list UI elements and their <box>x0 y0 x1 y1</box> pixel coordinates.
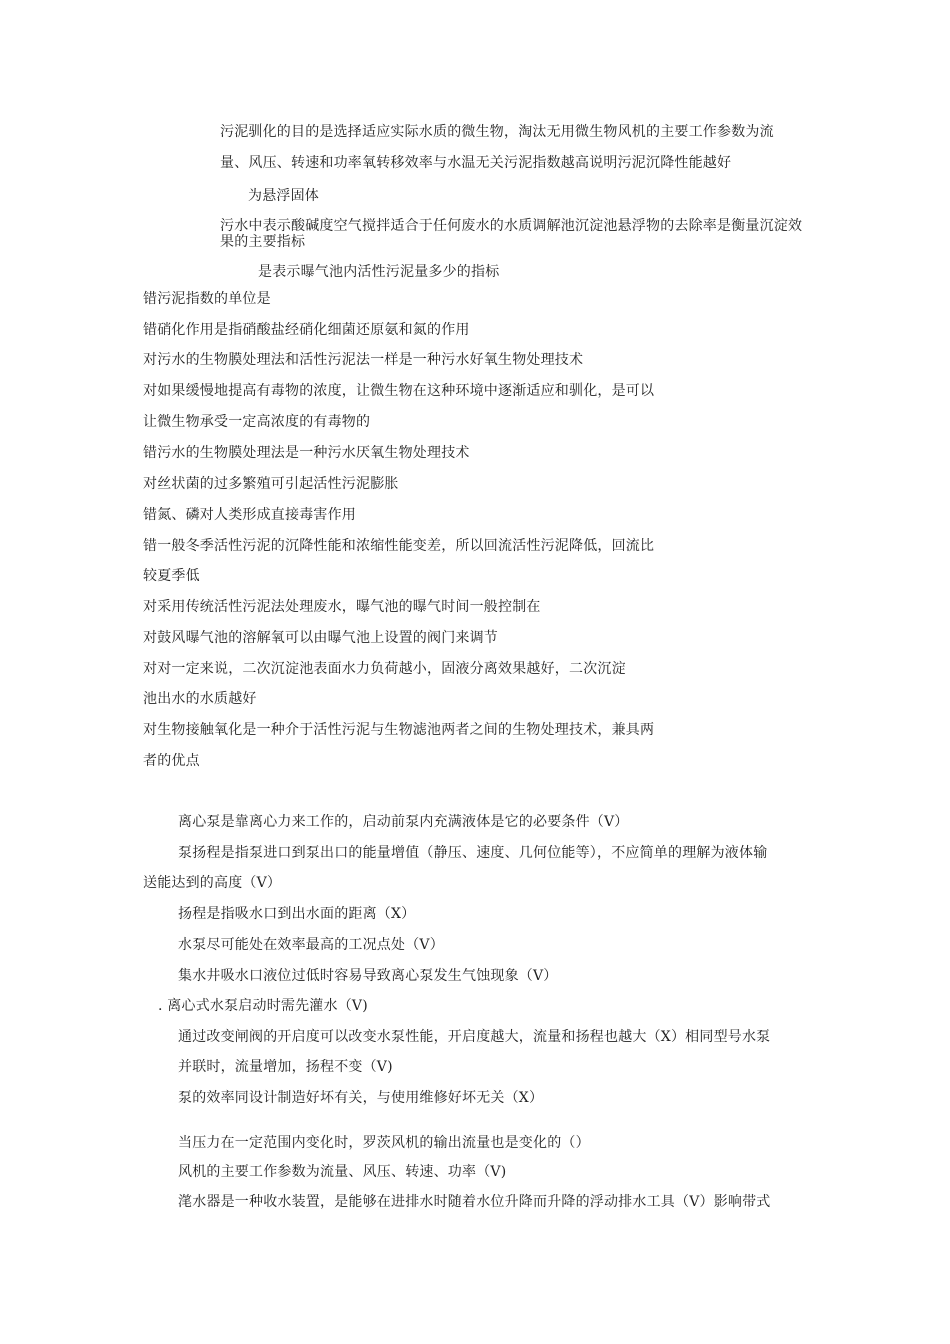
text-line: 池出水的水质越好 <box>143 691 257 707</box>
text-line: 对生物接触氧化是一种介于活性污泥与生物滤池两者之间的生物处理技术，兼具两 <box>143 722 655 738</box>
text-line: 扬程是指吸水口到出水面的距离（X） <box>178 906 416 922</box>
text-line: 错硝化作用是指硝酸盐经硝化细菌还原氨和氮的作用 <box>143 322 470 338</box>
text-line: 是表示曝气池内活性污泥量多少的指标 <box>258 264 500 280</box>
text-line: 为悬浮固体 <box>248 188 319 204</box>
text-line: 当压力在一定范围内变化时，罗茨风机的输出流量也是变化的（） <box>178 1135 590 1151</box>
text-line: 水泵尽可能处在效率最高的工况点处（V） <box>178 937 444 953</box>
text-line: 让微生物承受一定高浓度的有毒物的 <box>143 414 371 430</box>
text-line: 送能达到的高度（V） <box>143 875 282 891</box>
text-line: 集水井吸水口液位过低时容易导致离心泵发生气蚀现象（V） <box>178 968 558 984</box>
text-line: 错一般冬季活性污泥的沉降性能和浓缩性能变差，所以回流活性污泥降低，回流比 <box>143 538 655 554</box>
text-line: 者的优点 <box>143 753 200 769</box>
text-line: 对鼓风曝气池的溶解氧可以由曝气池上设置的阀门来调节 <box>143 630 498 646</box>
text-line: 错氮、磷对人类形成直接毒害作用 <box>143 507 356 523</box>
text-line: 污水中表示酸碱度空气搅拌适合于任何废水的水质调解池沉淀池悬浮物的去除率是衡量沉淀效果的主要指标 <box>220 218 803 250</box>
text-line: 较夏季低 <box>143 568 200 584</box>
text-line: 泵扬程是指泵进口到泵出口的能量增值（静压、速度、几何位能等），不应简单的理解为液体输 <box>178 845 768 861</box>
text-line: 错污水的生物膜处理法是一种污水厌氧生物处理技术 <box>143 445 470 461</box>
text-line: . 离心式水泵启动时需先灌水（V) <box>158 998 368 1014</box>
text-line: 对污水的生物膜处理法和活性污泥法一样是一种污水好氧生物处理技术 <box>143 352 584 368</box>
text-line: 对对一定来说，二次沉淀池表面水力负荷越小，固液分离效果越好，二次沉淀 <box>143 661 626 677</box>
text-line: 对采用传统活性污泥法处理废水，曝气池的曝气时间一般控制在 <box>143 599 541 615</box>
text-line: 量、风压、转速和功率氧转移效率与水温无关污泥指数越高说明污泥沉降性能越好 <box>220 155 732 171</box>
text-line: 通过改变闸阀的开启度可以改变水泵性能，开启度越大，流量和扬程也越大（X）相同型号水泵 <box>178 1029 771 1045</box>
text-line: 污泥驯化的目的是选择适应实际水质的微生物，淘汰无用微生物风机的主要工作参数为流 <box>220 124 774 140</box>
text-line: 风机的主要工作参数为流量、风压、转速、功率（V) <box>178 1164 507 1180</box>
text-line: 错污泥指数的单位是 <box>143 291 271 307</box>
text-line: 对如果缓慢地提高有毒物的浓度，让微生物在这种环境中逐渐适应和驯化，是可以 <box>143 383 655 399</box>
text-line: 并联时，流量增加，扬程不变（V) <box>178 1059 393 1075</box>
text-line: 离心泵是靠离心力来工作的，启动前泵内充满液体是它的必要条件（V） <box>178 814 629 830</box>
text-line: 对丝状菌的过多繁殖可引起活性污泥膨胀 <box>143 476 399 492</box>
text-line: 滗水器是一种收水装置，是能够在进排水时随着水位升降而升降的浮动排水工具（V）影响带式 <box>178 1194 771 1210</box>
text-line: 泵的效率同设计制造好坏有关，与使用维修好坏无关（X） <box>178 1090 544 1106</box>
